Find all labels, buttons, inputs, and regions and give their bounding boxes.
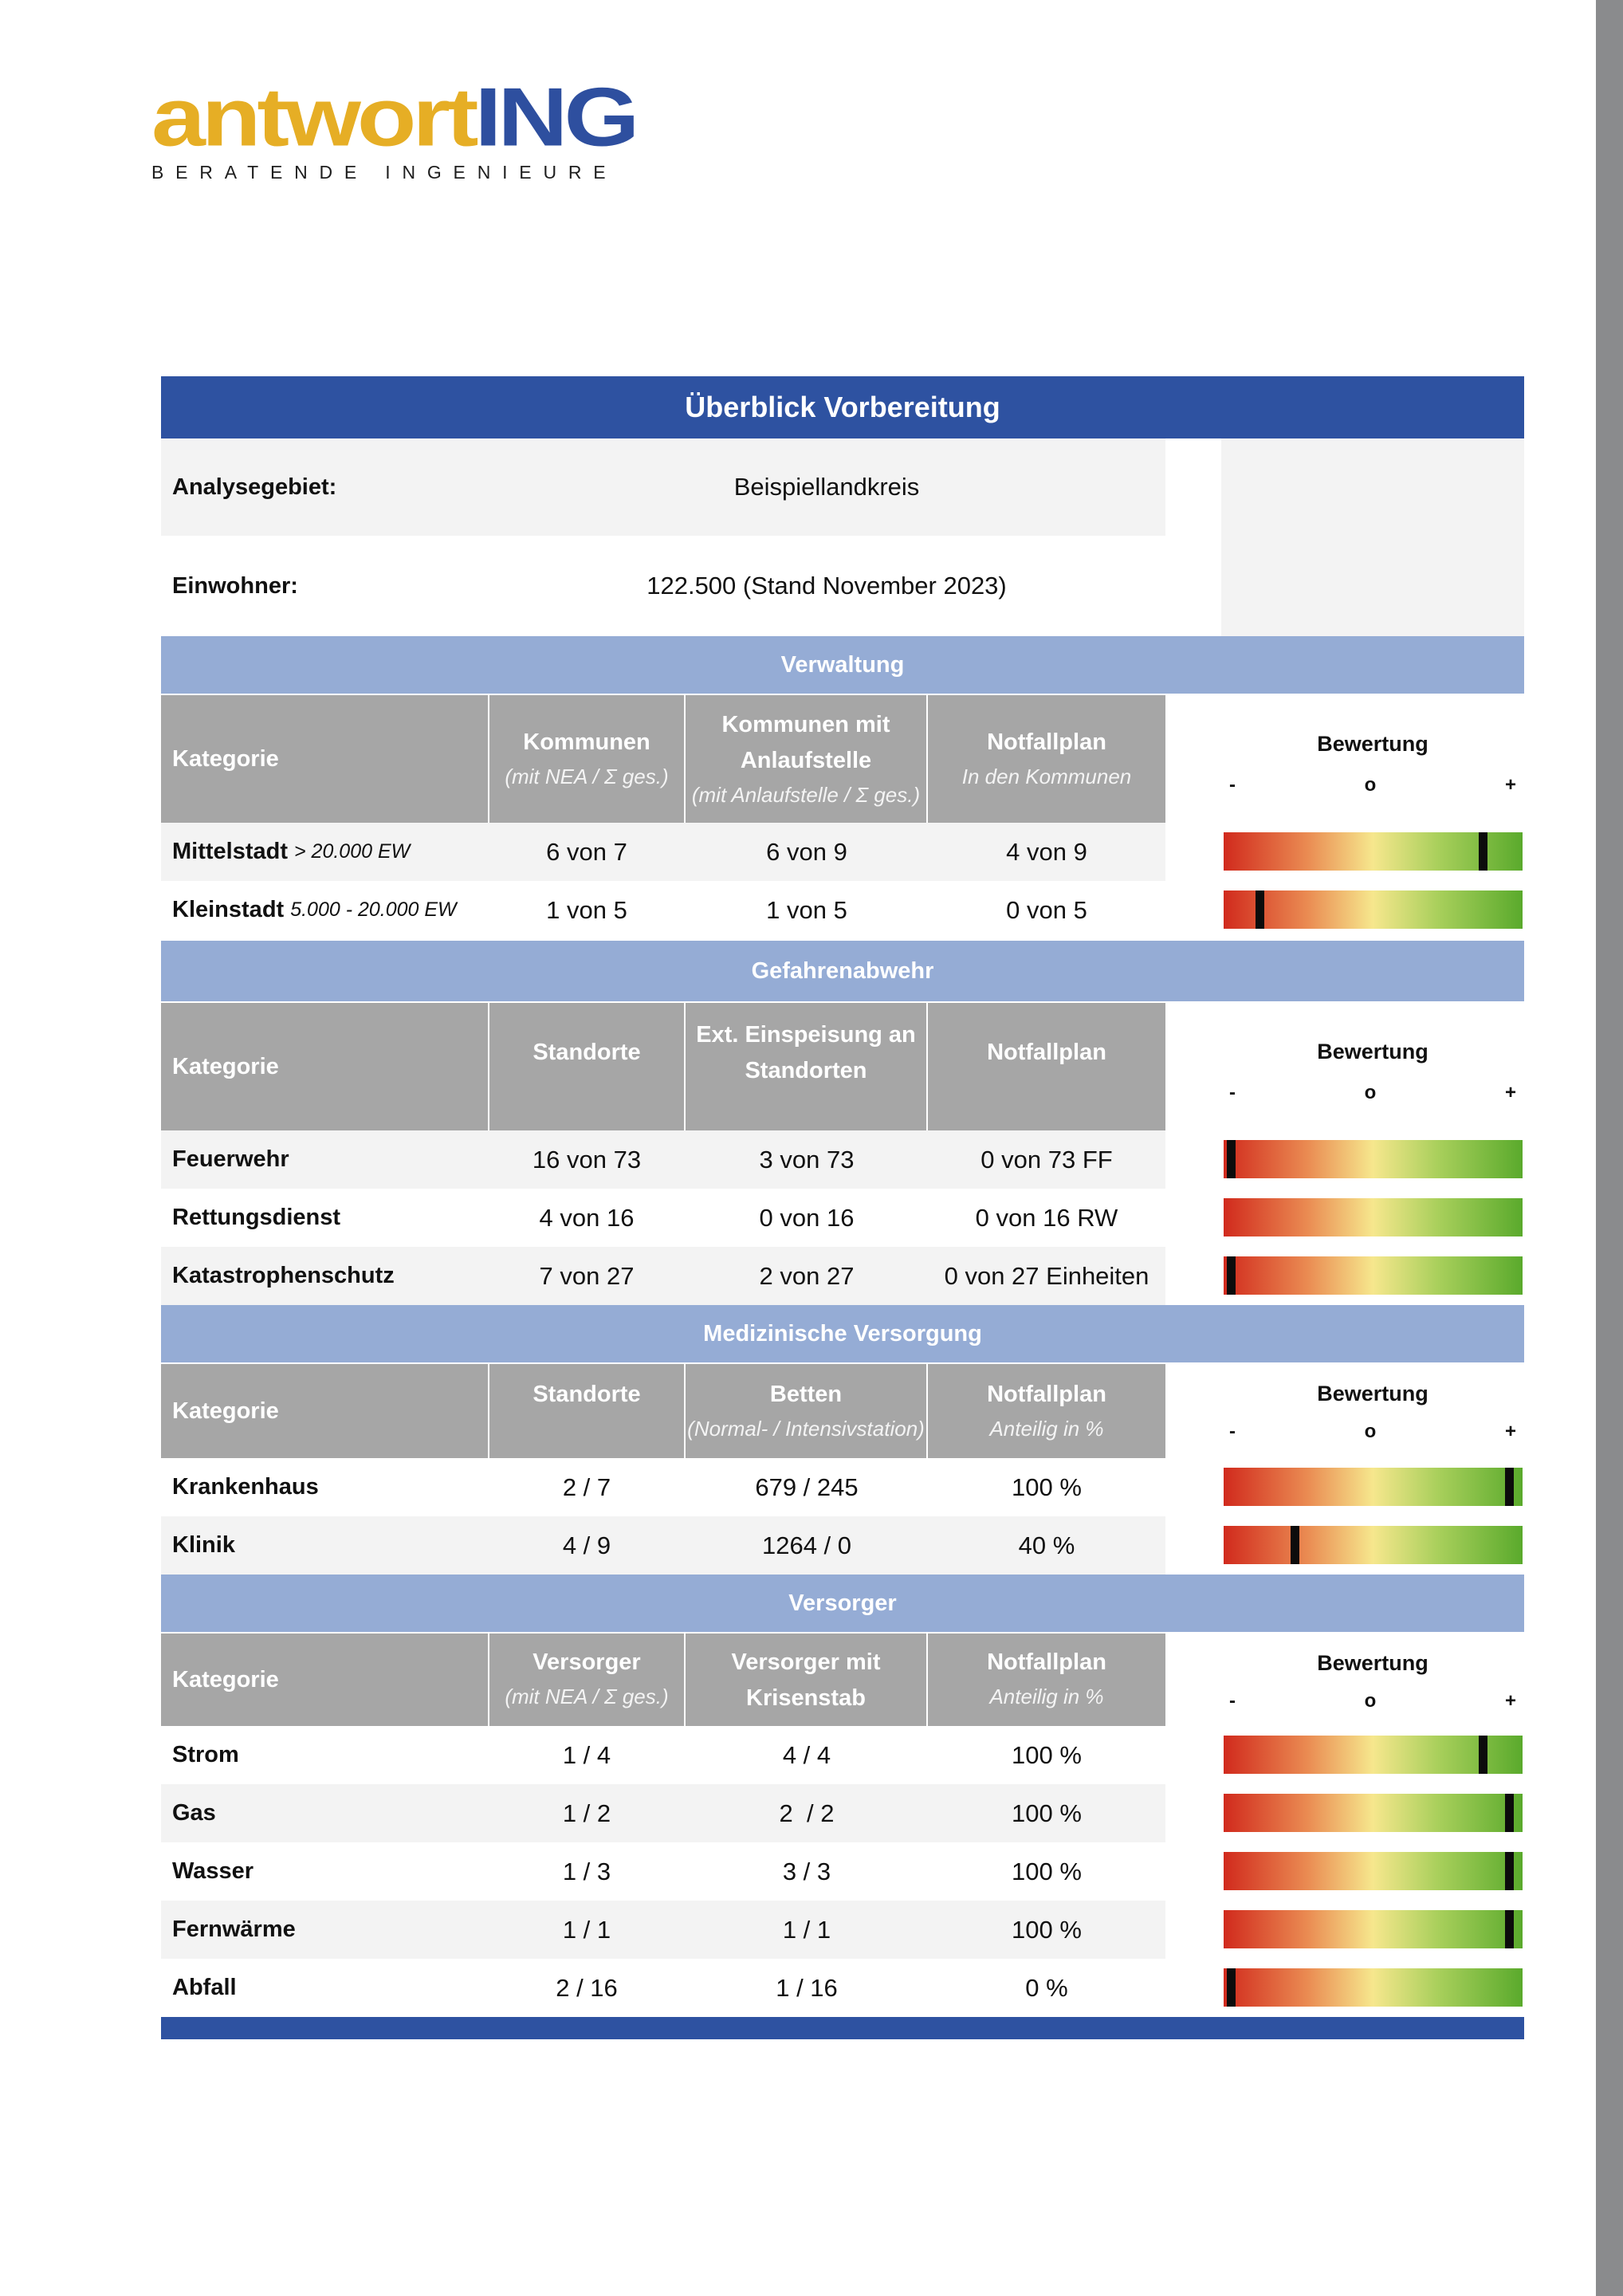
row-label: [161, 881, 488, 939]
logo-part-b: ING: [474, 71, 636, 163]
value-cell: 1 / 1: [686, 1901, 928, 1959]
value-cell: 1 / 1: [488, 1901, 686, 1959]
value-cell: 1 von 5: [686, 881, 928, 939]
rating-title: Bewertung: [1317, 1040, 1428, 1063]
header-text: Standorte: [532, 1382, 641, 1407]
rating-title: Bewertung: [1317, 1651, 1428, 1675]
value-cell: 4 von 9: [928, 823, 1165, 881]
value-cell: 40 %: [928, 1516, 1165, 1575]
value-cell: 4 von 16: [488, 1189, 686, 1247]
info-side-panel: [1221, 438, 1524, 536]
value-cell: 0 von 16 RW: [928, 1189, 1165, 1247]
row-label: Wasser: [161, 1842, 488, 1901]
header-row-medizin: [161, 1364, 1524, 1458]
section-gefahrenabwehr: [161, 941, 1524, 1001]
header-notfallplan: [928, 1364, 1165, 1458]
scale-plus: +: [1504, 1082, 1516, 1103]
header-text: Notfallplan: [987, 1649, 1106, 1675]
rating-scale: [1229, 1690, 1516, 1712]
header-text: Ext. Einspeisung an: [696, 1022, 916, 1048]
rating-marker: [1505, 1852, 1514, 1890]
header-text: Versorger mit: [731, 1649, 881, 1675]
value-cell: 7 von 27: [488, 1247, 686, 1305]
table-row: [161, 1784, 1524, 1842]
area-row: [161, 438, 1524, 536]
value-cell: 16 von 73: [488, 1130, 686, 1189]
header-text: Notfallplan: [987, 729, 1106, 756]
row-label: Gas: [161, 1784, 488, 1842]
header-standorte: [489, 1003, 684, 1130]
scale-plus: +: [1504, 1421, 1516, 1442]
table-row: [161, 1130, 1524, 1189]
row-note: 5.000 - 20.000 EW: [290, 898, 457, 921]
value-cell: 0 von 5: [928, 881, 1165, 939]
table-row: [161, 1901, 1524, 1959]
table-row: [161, 1458, 1524, 1516]
header-subtext: In den Kommunen: [961, 765, 1132, 789]
value-cell: 2 / 7: [488, 1458, 686, 1516]
scale-neutral: o: [1364, 774, 1377, 796]
header-subtext: Anteilig in %: [989, 1416, 1104, 1441]
rating-bar: [1224, 1794, 1523, 1832]
value-cell: 4 / 9: [488, 1516, 686, 1575]
row-label: Strom: [161, 1726, 488, 1784]
logo-wordmark: [151, 71, 636, 163]
value-cell: 2 / 2: [686, 1784, 928, 1842]
value-cell: 1 / 3: [488, 1842, 686, 1901]
row-label: [161, 823, 488, 881]
table-row: [161, 1726, 1524, 1784]
company-logo: [151, 71, 636, 183]
header-text-line2: Anlaufstelle: [740, 747, 872, 773]
header-versorger: [489, 1634, 684, 1726]
rating-header: [1221, 1003, 1524, 1130]
value-cell: 1 von 5: [488, 881, 686, 939]
scale-plus: +: [1504, 774, 1516, 796]
value-cell: 4 / 4: [686, 1726, 928, 1784]
header-text-line2: Krisenstab: [746, 1685, 866, 1711]
scale-minus: -: [1229, 1690, 1236, 1712]
section-verwaltung: [161, 636, 1524, 694]
rating-marker: [1227, 1256, 1236, 1295]
rating-bar: [1224, 1198, 1523, 1236]
rating-bar: [1224, 890, 1523, 929]
header-subtext: (mit NEA / Σ ges.): [505, 1684, 669, 1708]
area-value: Beispiellandkreis: [488, 438, 1165, 536]
value-cell: 6 von 9: [686, 823, 928, 881]
info-side-panel-lower: [1221, 536, 1524, 636]
rating-marker: [1505, 1468, 1514, 1506]
table-footer-band: [161, 2017, 1524, 2039]
header-kategorie: [161, 1634, 488, 1726]
rating-bar: [1224, 1468, 1523, 1506]
rating-bar: [1224, 1736, 1523, 1774]
header-kategorie: [161, 695, 488, 823]
section-medizin: [161, 1305, 1524, 1362]
population-row: [161, 536, 1524, 636]
value-cell: 0 von 73 FF: [928, 1130, 1165, 1189]
rating-header: [1221, 1364, 1524, 1458]
table-row: [161, 1516, 1524, 1575]
value-cell: 1 / 16: [686, 1959, 928, 2017]
table-row: [161, 1842, 1524, 1901]
row-label: Krankenhaus: [161, 1458, 488, 1516]
scale-neutral: o: [1364, 1421, 1377, 1442]
value-cell: 2 / 16: [488, 1959, 686, 2017]
header-subtext: Anteilig in %: [989, 1684, 1104, 1708]
header-kommunen: [489, 695, 684, 823]
section-versorger: [161, 1575, 1524, 1632]
rating-marker: [1291, 1526, 1299, 1564]
header-subtext: (mit Anlaufstelle / Σ ges.): [691, 782, 921, 807]
header-krisenstab: [686, 1634, 926, 1726]
header-text: Kommunen mit: [721, 711, 890, 737]
value-cell: 1 / 2: [488, 1784, 686, 1842]
header-text: Kommunen: [523, 729, 650, 756]
value-cell: 6 von 7: [488, 823, 686, 881]
rating-title: Bewertung: [1317, 1382, 1428, 1406]
header-kommunen-anlaufstelle: [686, 695, 926, 823]
value-cell: 0 von 27 Einheiten: [928, 1247, 1165, 1305]
value-cell: 2 von 27: [686, 1247, 928, 1305]
rating-bar: [1224, 1526, 1523, 1564]
population-value: 122.500 (Stand November 2023): [488, 536, 1165, 636]
value-cell: 3 / 3: [686, 1842, 928, 1901]
table-row: [161, 823, 1524, 881]
header-notfallplan: [928, 1003, 1165, 1130]
value-cell: 100 %: [928, 1726, 1165, 1784]
row-label: Abfall: [161, 1959, 488, 2017]
rating-marker: [1505, 1910, 1514, 1948]
header-subtext: (Normal- / Intensivstation): [687, 1416, 925, 1441]
header-kategorie-text: Kategorie: [172, 1398, 279, 1424]
rating-bar: [1224, 1910, 1523, 1948]
value-cell: 100 %: [928, 1842, 1165, 1901]
value-cell: 100 %: [928, 1901, 1165, 1959]
table-row: [161, 1189, 1524, 1247]
row-label: Katastrophenschutz: [161, 1247, 488, 1305]
header-kategorie: [161, 1364, 488, 1458]
rating-marker: [1256, 890, 1264, 929]
header-notfallplan: [928, 695, 1165, 823]
table-row: [161, 1247, 1524, 1305]
header-text: Versorger: [532, 1649, 641, 1675]
header-subtext: (mit NEA / Σ ges.): [505, 765, 669, 789]
area-label: Analysegebiet:: [161, 438, 488, 536]
value-cell: 100 %: [928, 1784, 1165, 1842]
value-cell: 0 von 16: [686, 1189, 928, 1247]
header-kategorie-text: Kategorie: [172, 1666, 279, 1693]
section-title: Medizinische Versorgung: [161, 1305, 1524, 1362]
row-label: Rettungsdienst: [161, 1189, 488, 1247]
value-cell: 100 %: [928, 1458, 1165, 1516]
row-name: Mittelstadt: [172, 839, 288, 864]
value-cell: 679 / 245: [686, 1458, 928, 1516]
row-label: Klinik: [161, 1516, 488, 1575]
page-title: Überblick Vorbereitung: [161, 376, 1524, 438]
rating-bar: [1224, 832, 1523, 871]
header-text: Standorte: [532, 1040, 641, 1065]
rating-marker: [1505, 1794, 1514, 1832]
rating-title: Bewertung: [1317, 732, 1428, 756]
rating-header: [1221, 695, 1524, 823]
rating-marker: [1479, 1736, 1487, 1774]
header-text: Notfallplan: [987, 1382, 1106, 1407]
table-row: [161, 881, 1524, 939]
header-betten: [686, 1364, 926, 1458]
logo-tagline: BERATENDE INGENIEURE: [151, 162, 618, 183]
header-text-line2: Standorten: [745, 1057, 867, 1083]
scale-neutral: o: [1364, 1690, 1377, 1712]
section-title: Versorger: [161, 1575, 1524, 1632]
rating-bar: [1224, 1968, 1523, 2007]
header-row-versorger: [161, 1634, 1524, 1726]
rating-scale: [1229, 774, 1516, 796]
rating-marker: [1227, 1140, 1236, 1178]
section-title: Verwaltung: [161, 636, 1524, 694]
header-kategorie-text: Kategorie: [172, 745, 279, 772]
header-row-verwaltung: [161, 695, 1524, 823]
rating-scale: [1229, 1421, 1516, 1443]
value-cell: 3 von 73: [686, 1130, 928, 1189]
rating-header: [1221, 1634, 1524, 1726]
rating-bar: [1224, 1852, 1523, 1890]
header-kategorie: [161, 1003, 488, 1130]
header-kategorie-text: Kategorie: [172, 1053, 279, 1079]
value-cell: 0 %: [928, 1959, 1165, 2017]
header-text: Notfallplan: [987, 1040, 1106, 1065]
rating-marker: [1227, 1968, 1236, 2007]
scale-minus: -: [1229, 1421, 1236, 1442]
page-edge-strip: [1596, 0, 1623, 2296]
header-text: Betten: [769, 1382, 843, 1407]
section-title: Gefahrenabwehr: [161, 941, 1524, 1001]
logo-part-a: antwort: [151, 71, 475, 163]
header-einspeisung: [686, 1003, 926, 1130]
rating-bar: [1224, 1256, 1523, 1295]
scale-plus: +: [1504, 1690, 1516, 1712]
title-row: [161, 376, 1524, 438]
header-standorte: [489, 1364, 684, 1458]
rating-bar: [1224, 1140, 1523, 1178]
population-label: Einwohner:: [161, 536, 488, 636]
value-cell: 1 / 4: [488, 1726, 686, 1784]
value-cell: 1264 / 0: [686, 1516, 928, 1575]
scale-minus: -: [1229, 1082, 1236, 1103]
row-label: Feuerwehr: [161, 1130, 488, 1189]
scale-minus: -: [1229, 774, 1236, 796]
row-note: > 20.000 EW: [294, 840, 411, 863]
table-row: [161, 1959, 1524, 2017]
rating-marker: [1479, 832, 1487, 871]
row-name: Kleinstadt: [172, 897, 285, 922]
row-label: Fernwärme: [161, 1901, 488, 1959]
scale-neutral: o: [1364, 1082, 1377, 1103]
rating-scale: [1229, 1082, 1516, 1104]
header-notfallplan: [928, 1634, 1165, 1726]
header-row-gefahrenabwehr: [161, 1003, 1524, 1130]
